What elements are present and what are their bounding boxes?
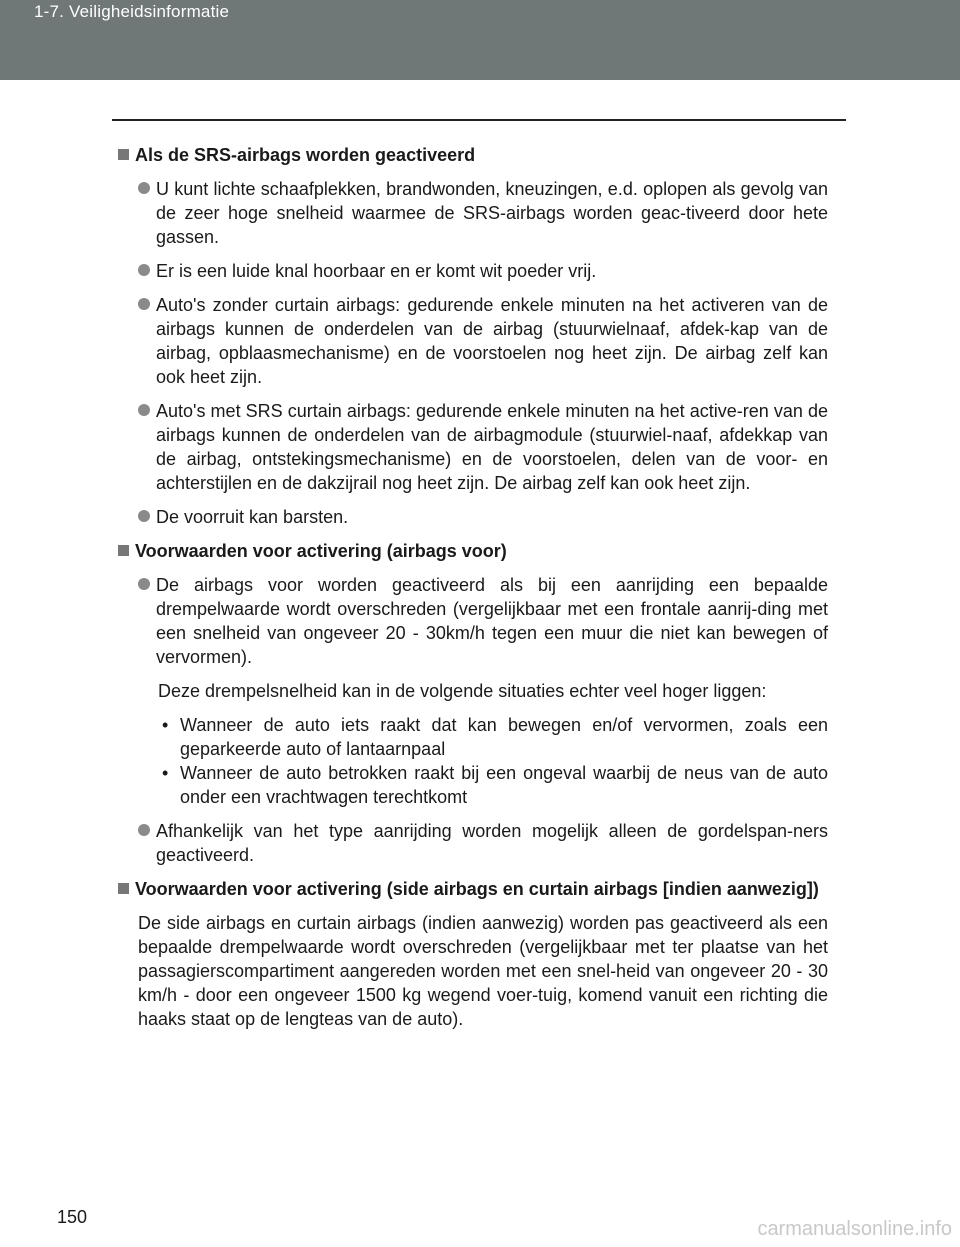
circle-bullet-icon [138, 298, 150, 310]
watermark: carmanualsonline.info [757, 1218, 952, 1240]
circle-bullet-icon [138, 182, 150, 194]
square-bullet-icon [118, 883, 129, 894]
list-item: Afhankelijk van het type aanrijding worden mogelijk alleen de gordelspan-ners geactiveerd. [138, 819, 828, 867]
list-item: De airbags voor worden geactiveerd als bij een aanrijding een bepaalde drempelwaarde wordt overschreden (vergelijkbaar met een frontale aanrij-ding met een snelheid van ongeveer 20 - 30km/h tegen een muur die niet kan bewegen of vervormen). [138, 573, 828, 669]
list-item: Auto's met SRS curtain airbags: gedurende enkele minuten na het active-ren van de airbags kunnen de onderdelen van de airbagmodule (stuurwiel-naaf, afdekkap van de airbag, ontstekingsmechanisme) en de voorstoelen, delen van de voor- en achterstijlen en de dakzijrail nog heet zijn. De airbag zelf kan ook heet zijn. [138, 399, 828, 495]
circle-bullet-icon [138, 264, 150, 276]
header-rule [112, 119, 846, 121]
sub-bullet-marker: • [162, 763, 169, 783]
sub-list-item: • Wanneer de auto iets raakt dat kan bewegen en/of vervormen, zoals een geparkeerde auto of lantaarnpaal [158, 713, 828, 761]
section-title: 1-7. Veiligheidsinformatie [34, 2, 230, 21]
list-item: U kunt lichte schaafplekken, brandwonden, kneuzingen, e.d. oplopen als gevolg van de zeer hoge snelheid waarmee de SRS-airbags worden geac-tiveerd door hete gassen. [138, 177, 828, 249]
circle-bullet-icon [138, 510, 150, 522]
circle-bullet-icon [138, 404, 150, 416]
circle-bullet-icon [138, 824, 150, 836]
paragraph: Deze drempelsnelheid kan in de volgende situaties echter veel hoger liggen: [158, 681, 767, 701]
page-number: 150 [57, 1207, 88, 1227]
list-item: Auto's zonder curtain airbags: gedurende enkele minuten na het activeren van de airbags kunnen de onderdelen van de airbag (stuurwielnaaf, afdek-kap van de airbag, opblaasmechanisme) en de voorstoelen nog heet zijn. De airbag zelf kan ook heet zijn. [138, 293, 828, 389]
square-bullet-icon [118, 545, 129, 556]
square-bullet-icon [118, 149, 129, 160]
circle-bullet-icon [138, 578, 150, 590]
list-item: De voorruit kan barsten. [138, 505, 828, 529]
sub-list-item: • Wanneer de auto betrokken raakt bij een ongeval waarbij de neus van de auto onder een vrachtwagen terechtkomt [158, 761, 828, 809]
page-content [118, 143, 828, 1041]
section-heading: Als de SRS-airbags worden geactiveerd [118, 143, 828, 167]
paragraph: De side airbags en curtain airbags (indien aanwezig) worden pas geactiveerd als een bepaalde drempelwaarde wordt overschreden (vergelijkbaar met ter plaatse van het passagierscompartiment aangereden worden met een snel-heid van ongeveer 20 - 30 km/h - door een ongeveer 1500 kg wegend voer-tuig, komend vanuit een richting die haaks staat op de lengteas van de auto). [138, 913, 828, 1029]
page-header [0, 0, 960, 80]
section-heading: Voorwaarden voor activering (airbags voor) [118, 539, 828, 563]
sub-bullet-marker: • [162, 715, 169, 735]
section-heading: Voorwaarden voor activering (side airbags en curtain airbags [indien aanwezig]) [118, 877, 828, 901]
list-item: Er is een luide knal hoorbaar en er komt wit poeder vrij. [138, 259, 828, 283]
